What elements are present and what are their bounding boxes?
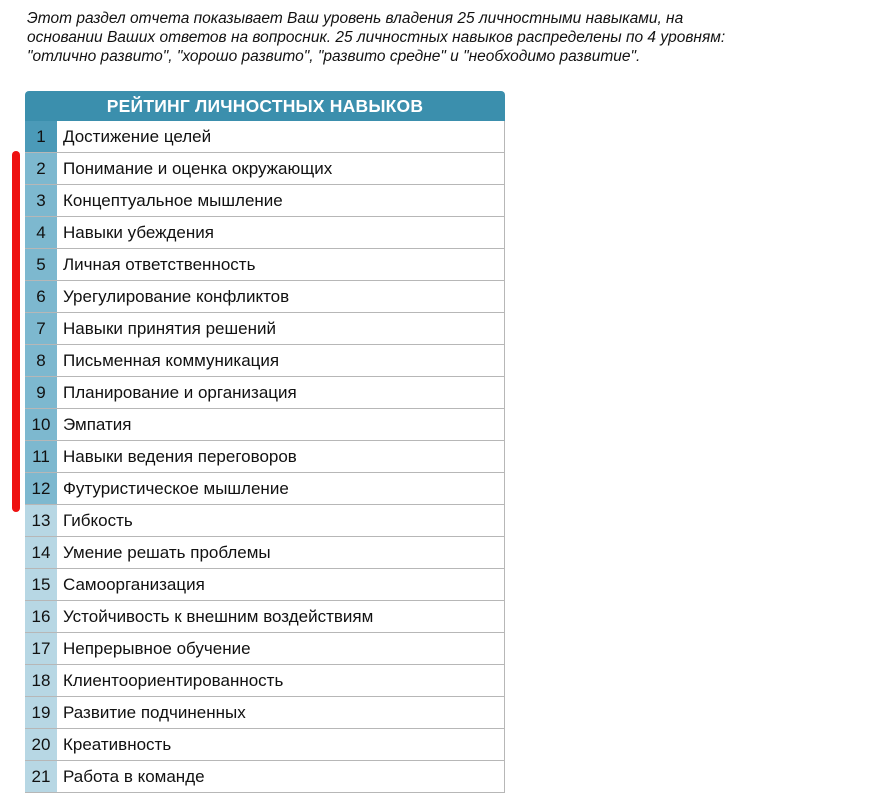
skill-label: Письменная коммуникация bbox=[57, 345, 505, 376]
table-row bbox=[25, 473, 505, 505]
skill-label: Эмпатия bbox=[57, 409, 505, 440]
row-number: 3 bbox=[25, 185, 57, 216]
skill-label: Креативность bbox=[57, 729, 505, 760]
skill-label: Развитие подчиненных bbox=[57, 697, 505, 728]
row-number: 1 bbox=[25, 121, 57, 152]
table-row bbox=[25, 761, 505, 793]
table-row bbox=[25, 249, 505, 281]
table-row bbox=[25, 505, 505, 537]
row-number: 10 bbox=[25, 409, 57, 440]
table-row bbox=[25, 281, 505, 313]
row-number: 8 bbox=[25, 345, 57, 376]
table-row bbox=[25, 345, 505, 377]
row-number: 17 bbox=[25, 633, 57, 664]
skill-label: Концептуальное мышление bbox=[57, 185, 505, 216]
row-number: 2 bbox=[25, 153, 57, 184]
skill-label: Достижение целей bbox=[57, 121, 505, 152]
table-row bbox=[25, 377, 505, 409]
table-row bbox=[25, 729, 505, 761]
table-row bbox=[25, 665, 505, 697]
row-number: 16 bbox=[25, 601, 57, 632]
row-number: 11 bbox=[25, 441, 57, 472]
row-number: 18 bbox=[25, 665, 57, 696]
table-row bbox=[25, 601, 505, 633]
row-number: 5 bbox=[25, 249, 57, 280]
table-row bbox=[25, 441, 505, 473]
skill-label: Навыки принятия решений bbox=[57, 313, 505, 344]
skill-label: Клиентоориентированность bbox=[57, 665, 505, 696]
skill-label: Работа в команде bbox=[57, 761, 505, 792]
table-row bbox=[25, 633, 505, 665]
skill-label: Гибкость bbox=[57, 505, 505, 536]
intro-text bbox=[27, 9, 867, 66]
highlight-bar bbox=[12, 151, 20, 512]
skill-label: Урегулирование конфликтов bbox=[57, 281, 505, 312]
row-number: 20 bbox=[25, 729, 57, 760]
skill-label: Устойчивость к внешним воздействиям bbox=[57, 601, 505, 632]
table-row bbox=[25, 569, 505, 601]
intro-line-2: основании Ваших ответов на вопросник. 25 личностных навыков распределены по 4 уровням: bbox=[27, 29, 726, 46]
row-number: 21 bbox=[25, 761, 57, 792]
row-number: 12 bbox=[25, 473, 57, 504]
table-row bbox=[25, 217, 505, 249]
row-number: 4 bbox=[25, 217, 57, 248]
skill-label: Футуристическое мышление bbox=[57, 473, 505, 504]
table-rows bbox=[25, 121, 505, 793]
skill-label: Умение решать проблемы bbox=[57, 537, 505, 568]
skills-rating-table bbox=[25, 91, 505, 793]
table-row bbox=[25, 537, 505, 569]
row-number: 13 bbox=[25, 505, 57, 536]
skill-label: Понимание и оценка окружающих bbox=[57, 153, 505, 184]
row-number: 14 bbox=[25, 537, 57, 568]
row-number: 15 bbox=[25, 569, 57, 600]
skill-label: Самоорганизация bbox=[57, 569, 505, 600]
intro-line-3: "отлично развито", "хорошо развито", "развито средне" и "необходимо развитие". bbox=[27, 48, 641, 65]
table-title: РЕЙТИНГ ЛИЧНОСТНЫХ НАВЫКОВ bbox=[25, 91, 505, 121]
row-number: 9 bbox=[25, 377, 57, 408]
skill-label: Навыки ведения переговоров bbox=[57, 441, 505, 472]
table-row bbox=[25, 153, 505, 185]
table-row bbox=[25, 697, 505, 729]
skill-label: Навыки убеждения bbox=[57, 217, 505, 248]
row-number: 6 bbox=[25, 281, 57, 312]
skill-label: Непрерывное обучение bbox=[57, 633, 505, 664]
table-row bbox=[25, 409, 505, 441]
row-number: 7 bbox=[25, 313, 57, 344]
table-row bbox=[25, 313, 505, 345]
table-row bbox=[25, 185, 505, 217]
table-row bbox=[25, 121, 505, 153]
skill-label: Планирование и организация bbox=[57, 377, 505, 408]
skill-label: Личная ответственность bbox=[57, 249, 505, 280]
row-number: 19 bbox=[25, 697, 57, 728]
intro-line-1: Этот раздел отчета показывает Ваш уровень владения 25 личностными навыками, на bbox=[27, 10, 684, 27]
